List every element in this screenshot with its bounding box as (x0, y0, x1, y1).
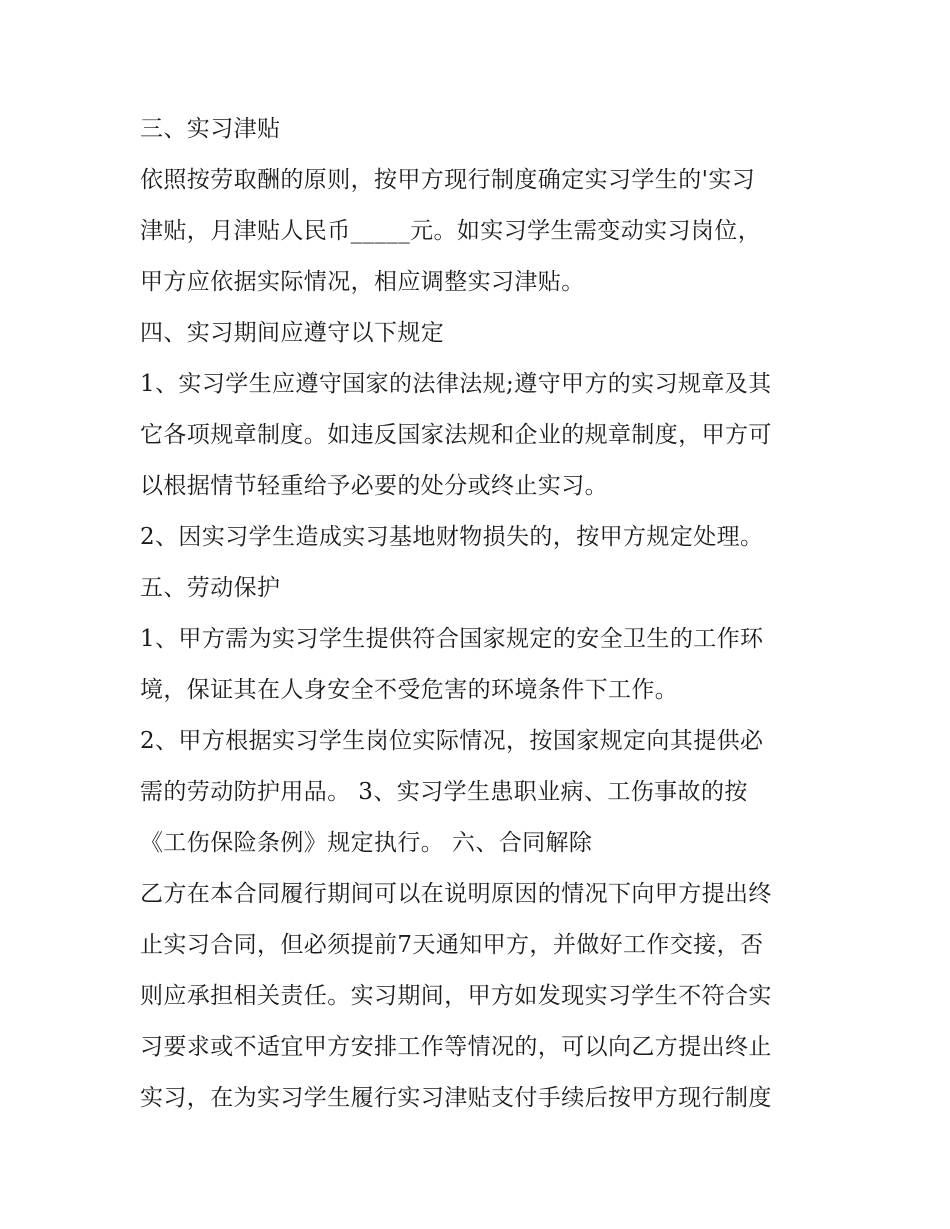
paragraph-line: 以根据情节轻重给予必要的处分或终止实习。 (140, 473, 608, 499)
paragraph-line: 需的劳动防护用品。 3、实习学生患职业病、工伤事故的按 (140, 779, 748, 805)
section-heading-labor-protection: 五、劳动保护 (140, 575, 281, 601)
paragraph-line: 它各项规章制度。如违反国家法规和企业的规章制度，甲方可 (140, 422, 772, 448)
paragraph-line: 依照按劳取酬的原则，按甲方现行制度确定实习学生的'实习 (140, 167, 756, 193)
paragraph-line: 2、甲方根据实习学生岗位实际情况，按国家规定向其提供必 (140, 728, 764, 754)
paragraph-line: 习要求或不适宜甲方安排工作等情况的，可以向乙方提出终止 (140, 1034, 772, 1060)
paragraph-line: 《工伤保险条例》规定执行。 六、合同解除 (140, 830, 593, 856)
paragraph-line: 2、因实习学生造成实习基地财物损失的，按甲方规定处理。 (140, 524, 764, 550)
section-heading-rules: 四、实习期间应遵守以下规定 (140, 320, 445, 346)
paragraph-line: 津贴，月津贴人民币_____元。如实习学生需变动实习岗位， (140, 218, 762, 244)
section-heading-internship-allowance: 三、实习津贴 (140, 116, 281, 142)
paragraph-line: 实习，在为实习学生履行实习津贴支付手续后按甲方现行制度 (140, 1085, 772, 1111)
paragraph-line: 1、甲方需为实习学生提供符合国家规定的安全卫生的工作环 (140, 626, 764, 652)
paragraph-line: 止实习合同，但必须提前7天通知甲方，并做好工作交接，否 (140, 932, 764, 958)
paragraph-line: 则应承担相关责任。实习期间，甲方如发现实习学生不符合实 (140, 983, 772, 1009)
paragraph-line: 境，保证其在人身安全不受危害的环境条件下工作。 (140, 677, 679, 703)
paragraph-line: 甲方应依据实际情况，相应调整实习津贴。 (140, 269, 585, 295)
paragraph-line: 乙方在本合同履行期间可以在说明原因的情况下向甲方提出终 (140, 881, 772, 907)
paragraph-line: 1、实习学生应遵守国家的法律法规;遵守甲方的实习规章及其 (140, 371, 772, 397)
document-body (140, 104, 830, 1124)
